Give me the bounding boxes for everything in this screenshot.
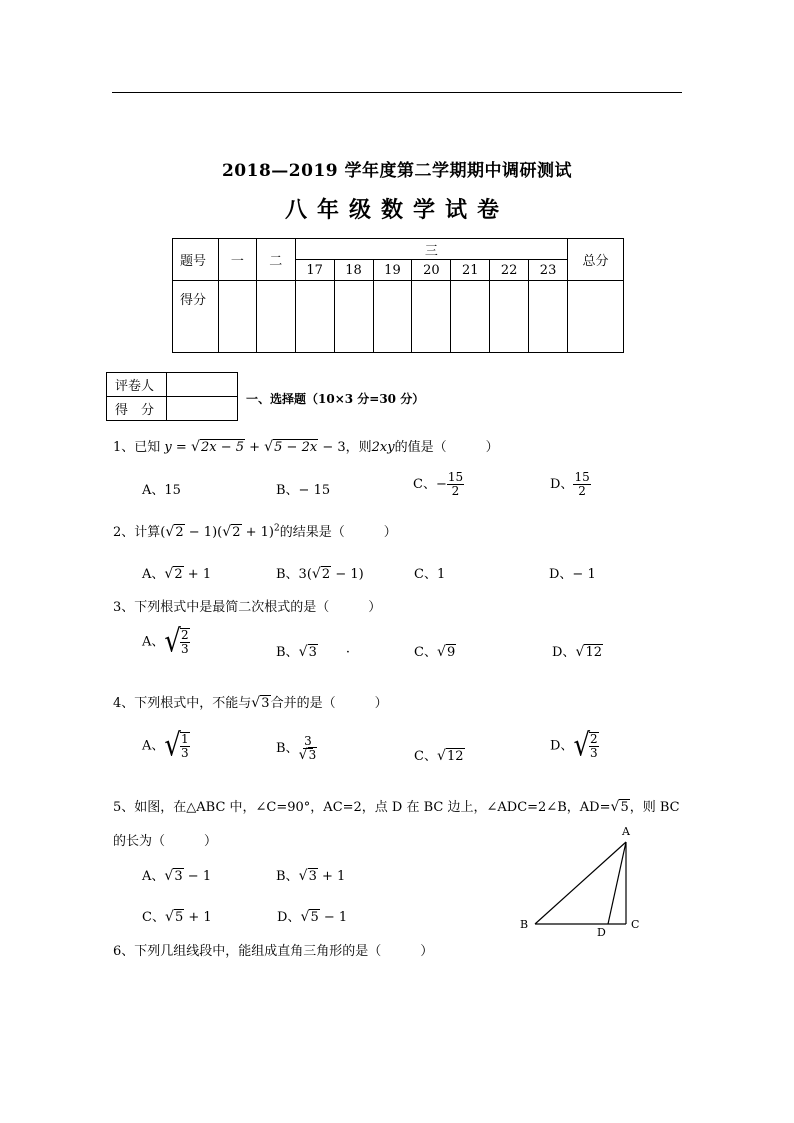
q5-prefix: 5、如图，在△ABC 中，∠C=90°，AC=2，点 D 在 BC 边上，∠ADC=2∠B，AD= — [113, 800, 611, 815]
question-2 — [113, 521, 397, 540]
q5-d-radicand: 5 — [310, 910, 319, 925]
question-4 — [113, 692, 388, 711]
q4-c-radicand: 12 — [446, 749, 464, 764]
q5-c-post: + 1 — [184, 910, 212, 925]
score-table-sub-23: 23 — [529, 260, 568, 281]
q5-c-radicand: 5 — [174, 910, 184, 925]
q4-c-root — [437, 749, 465, 764]
score-table-header-total: 总分 — [568, 239, 624, 281]
triangle-figure — [510, 822, 650, 940]
q3-c-radicand: 9 — [446, 645, 456, 660]
q4-prefix: 4、下列根式中，不能与 — [113, 696, 252, 711]
q3-option-a — [142, 624, 190, 661]
segment-ad — [608, 842, 626, 924]
q2-root-1 — [165, 525, 184, 540]
q2-a-radicand: 2 — [174, 567, 183, 582]
q3-option-b — [276, 641, 350, 660]
q5-d-prefix: D、 — [277, 910, 301, 925]
question-5-line-1 — [113, 796, 680, 815]
score-table-sub-19: 19 — [373, 260, 412, 281]
q1-d-den: 2 — [578, 484, 586, 499]
score-cell — [256, 281, 295, 353]
q5-d-post: − 1 — [319, 910, 348, 925]
q2-a-post: + 1 — [183, 567, 212, 582]
q1-c-prefix: C、− — [413, 477, 447, 493]
q3-a-num: 2 — [180, 628, 189, 642]
q4-option-d — [550, 728, 599, 765]
q5-b-root — [299, 869, 318, 884]
q2-radicand-2: 2 — [232, 525, 241, 540]
q2-a-prefix: A、 — [142, 567, 165, 582]
q4-option-b — [276, 735, 317, 762]
score-table-sub-22: 22 — [490, 260, 529, 281]
q4-radicand: 3 — [261, 696, 270, 711]
q4-a-root: √ $\frac{1}{3}$ — [164, 728, 189, 765]
q5-a-root — [164, 869, 183, 884]
question-5-line-2: 的长为（ ） — [113, 834, 218, 849]
q4-d-root: √ $\frac{2}{3}$ — [573, 728, 598, 765]
q4-a-prefix: A、 — [142, 738, 165, 754]
q1-d-num: 15 — [574, 470, 590, 484]
q3-option-d — [552, 641, 603, 660]
q2-post: 的结果是（ ） — [279, 525, 397, 540]
score-table-header-2: 二 — [256, 239, 295, 281]
q2-radicand-1: 2 — [175, 525, 184, 540]
q4-c-prefix: C、 — [414, 749, 437, 764]
q5-d-root — [300, 910, 319, 925]
grader-reviewer-cell — [166, 373, 237, 397]
score-cell — [334, 281, 373, 353]
grader-reviewer-label: 评卷人 — [107, 373, 167, 397]
q2-b-prefix: B、3( — [276, 567, 312, 582]
q4-a-den: 3 — [180, 746, 189, 761]
q2-exponent: 2 — [274, 523, 280, 534]
q1-after: 的值是（ ） — [394, 440, 499, 455]
q5-option-a — [142, 865, 211, 884]
q1-option-c — [413, 471, 464, 498]
score-table-header-1: 一 — [218, 239, 256, 281]
q3-b-root — [299, 645, 318, 660]
q3-a-den: 3 — [180, 642, 189, 657]
q1-c-num: 15 — [447, 470, 464, 484]
q5-b-radicand: 3 — [308, 869, 317, 884]
q1-c-fraction — [447, 471, 464, 498]
q4-d-den: 3 — [590, 746, 598, 761]
q4-root — [251, 696, 270, 711]
q2-option-b — [276, 563, 364, 582]
q5-a-radicand: 3 — [174, 869, 183, 884]
q4-b-prefix: B、 — [276, 741, 299, 757]
score-table — [172, 238, 624, 353]
q5-option-d — [277, 906, 347, 925]
grader-score-cell — [166, 397, 237, 421]
score-cell — [295, 281, 334, 353]
score-cell — [451, 281, 490, 353]
q3-b-prefix: B、 — [276, 645, 299, 660]
score-table-defen: 得分 — [173, 281, 219, 353]
q4-b-num: 3 — [304, 734, 312, 748]
q4-b-fraction — [299, 735, 318, 762]
q1-root-2 — [264, 440, 318, 455]
q1-var-y: y — [164, 440, 172, 455]
score-cell — [490, 281, 529, 353]
q4-a-num: 1 — [180, 732, 189, 746]
q4-option-c — [414, 745, 465, 764]
q4-d-prefix: D、 — [550, 738, 574, 754]
q5-c-root — [165, 910, 184, 925]
q3-a-root: √ $\frac{2}{3}$ — [164, 624, 189, 661]
q2-close: + 1) — [241, 525, 274, 540]
q1-option-d — [550, 471, 591, 498]
q5-a-post: − 1 — [183, 869, 212, 884]
q4-option-a — [142, 728, 190, 765]
q5-a-prefix: A、 — [142, 869, 165, 884]
exam-subtitle: 八年级数学试卷 — [284, 197, 509, 223]
q2-root-2 — [222, 525, 241, 540]
q2-prefix: 2、计算 — [113, 525, 161, 540]
q2-option-c: C、1 — [414, 567, 446, 582]
q1-plus: + — [244, 440, 265, 455]
question-6: 6、下列几组线段中，能组成直角三角形的是（ ） — [113, 944, 434, 959]
q3-a-prefix: A、 — [142, 634, 165, 650]
q1-c-den: 2 — [451, 484, 460, 499]
q3-d-root — [575, 645, 603, 660]
grader-box — [106, 372, 238, 421]
segment-ab — [535, 842, 626, 924]
score-table-sub-21: 21 — [451, 260, 490, 281]
label-b: B — [520, 918, 529, 931]
q1-2xy: 2xy — [371, 440, 395, 455]
q1-d-fraction — [573, 471, 590, 498]
q2-b-root — [312, 567, 331, 582]
q2-b-radicand: 2 — [321, 567, 331, 582]
q5-b-post: + 1 — [317, 869, 346, 884]
q1-radicand-1: 2x − 5 — [200, 440, 244, 455]
q5-option-c — [142, 906, 212, 925]
question-3: 3、下列根式中是最简二次根式的是（ ） — [113, 600, 382, 615]
q1-mid: ，则 — [345, 440, 372, 455]
q1-option-b: B、− 15 — [276, 483, 331, 498]
score-table-sub-18: 18 — [334, 260, 373, 281]
label-a: A — [622, 825, 630, 838]
score-table-sub-20: 20 — [412, 260, 451, 281]
question-1 — [113, 436, 499, 455]
q1-tail: − 3 — [318, 440, 346, 455]
score-table-header-3: 三 — [295, 239, 567, 260]
q5-b-prefix: B、 — [276, 869, 299, 884]
q3-c-prefix: C、 — [414, 645, 437, 660]
label-d: D — [597, 926, 606, 939]
grader-score-label: 得 分 — [107, 397, 167, 421]
section-1-heading: 一、选择题（10×3 分=30 分） — [246, 392, 425, 406]
q2-paren: ( — [160, 525, 166, 540]
score-cell — [373, 281, 412, 353]
label-c: C — [631, 918, 640, 931]
header-rule — [112, 92, 682, 93]
q4-b-den: 3 — [308, 748, 317, 763]
q3-b-radicand: 3 — [308, 645, 317, 660]
q3-d-prefix: D、 — [552, 645, 576, 660]
score-cell — [529, 281, 568, 353]
q2-a-root — [164, 567, 183, 582]
q5-radicand: 5 — [620, 800, 629, 815]
q2-option-d: D、− 1 — [549, 567, 596, 582]
q4-b-root — [299, 749, 318, 762]
q2-b-post: − 1) — [331, 567, 364, 582]
q1-eq: = — [171, 440, 191, 455]
q1-root-1 — [191, 440, 245, 455]
q3-option-c — [414, 641, 456, 660]
q1-option-a: A、15 — [142, 483, 181, 498]
q5-post: ，则 BC — [629, 800, 680, 815]
q1-prefix: 1、已知 — [113, 440, 161, 455]
q4-post: 合并的是（ ） — [270, 696, 388, 711]
q2-mid: − 1)( — [184, 525, 223, 540]
q1-radicand-2: 5 − 2x — [274, 440, 318, 455]
q3-d-radicand: 12 — [585, 645, 602, 660]
score-table-sub-17: 17 — [295, 260, 334, 281]
q1-d-prefix: D、 — [550, 477, 574, 493]
score-cell — [568, 281, 624, 353]
exam-title: 2018—2019 学年度第二学期期中调研测试 — [221, 161, 573, 181]
score-cell — [412, 281, 451, 353]
q5-option-b — [276, 865, 345, 884]
q2-option-a — [142, 563, 211, 582]
q3-b-dot: · — [345, 645, 350, 660]
q4-d-num: 2 — [590, 732, 598, 746]
score-table-header-tihao: 题号 — [173, 239, 219, 281]
q3-c-root — [437, 645, 456, 660]
q5-c-prefix: C、 — [142, 910, 165, 925]
score-cell — [218, 281, 256, 353]
q5-root — [610, 800, 629, 815]
